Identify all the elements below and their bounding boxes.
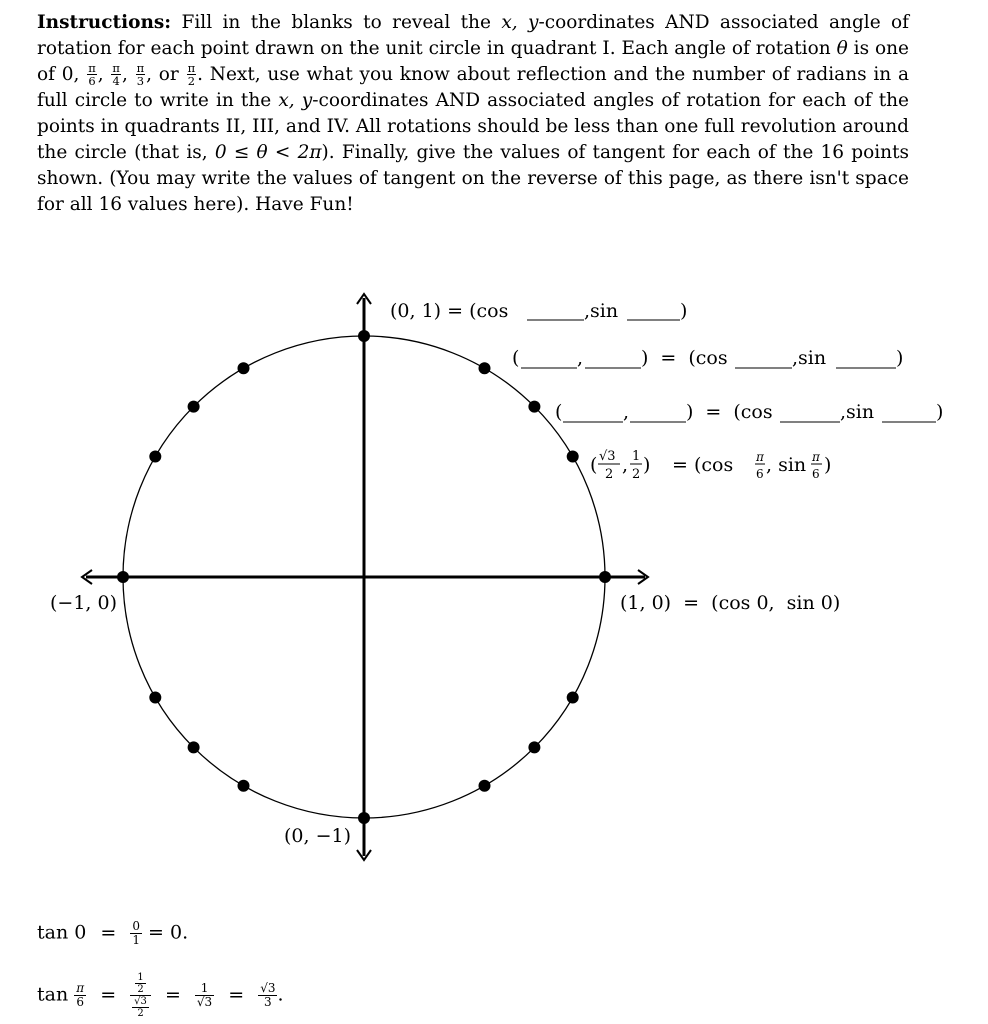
fraction-pi-2: $\frac{\pi}{2}$ bbox=[187, 61, 196, 89]
svg-text:1: 1 bbox=[632, 449, 641, 464]
fraction-pi-4: $\frac{\pi}{4}$ bbox=[112, 61, 120, 89]
fraction-pi-6: $\frac{\pi}{6}$ bbox=[88, 61, 96, 89]
unit-circle-point bbox=[479, 780, 491, 792]
unit-circle-point bbox=[567, 692, 579, 704]
svg-text:2: 2 bbox=[605, 467, 614, 482]
svg-text:, sin: , sin bbox=[766, 454, 807, 476]
fraction-0-1: $\frac{0}{1}$ bbox=[132, 919, 140, 948]
pi3-sin-label: ,sin bbox=[792, 347, 827, 369]
tan-pi6-line: tan $\frac{\pi}{6}$ = $\frac{\frac{1}{2}}{\frac{√3}{2}}$ = $\frac{1}{√3}$ = $\frac{√3}{3}$ . bbox=[37, 972, 284, 1019]
unit-circle-point bbox=[599, 571, 611, 583]
svg-text:6: 6 bbox=[812, 467, 820, 481]
unit-circle-point bbox=[188, 741, 200, 753]
svg-text:): ) bbox=[824, 454, 832, 476]
top-point-label: (0, 1) = (cos bbox=[390, 300, 509, 322]
pi3-rhs: ) = (cos bbox=[641, 347, 728, 369]
pi4-rhs: ) = (cos bbox=[686, 401, 773, 423]
pi4-close-paren: ) bbox=[936, 401, 944, 423]
unit-circle-point bbox=[479, 362, 491, 374]
pi3-close-paren: ) bbox=[896, 347, 904, 369]
complex-fraction: $\frac{\frac{1}{2}}{\frac{√3}{2}}$ bbox=[130, 972, 151, 1019]
xy-variable: x, y bbox=[501, 12, 539, 33]
svg-text:,: , bbox=[622, 454, 629, 476]
instructions-label: Instructions: bbox=[37, 12, 172, 33]
unit-circle-point bbox=[528, 401, 540, 413]
pi4-open-paren: ( bbox=[555, 401, 563, 423]
xy-variable-2: x, y bbox=[278, 90, 313, 111]
unit-circle-point bbox=[188, 401, 200, 413]
or-word: or bbox=[158, 64, 179, 85]
pi3-comma: , bbox=[577, 347, 584, 369]
rotation-range: 0 ≤ θ < 2π bbox=[214, 142, 322, 163]
svg-text:(: ( bbox=[590, 454, 598, 476]
tan-0-line: tan 0 = $\frac{0}{1}$ = 0. bbox=[37, 919, 189, 948]
svg-text:= (cos: = (cos bbox=[672, 454, 734, 476]
svg-text:√3: √3 bbox=[599, 449, 616, 464]
instructions-text-4: . Next, use what you know about reflection and the number of radians in a full circle to write in the bbox=[37, 64, 910, 111]
fraction-sqrt3-3: $\frac{√3}{3}$ bbox=[260, 980, 276, 1009]
instructions-text-6: ). Finally, give the values of tangent for each of the 16 points shown. (You may write the values of tangent on the reverse of this page, as there isn't space for all 16 values here). Have Fun! bbox=[37, 142, 909, 215]
instructions-paragraph: Instructions: Fill in the blanks to reveal the x, y-coordinates AND associated angle of rotation for each point drawn on the unit circle in quadrant I. Each angle of rotation θ is one of 0, $\frac{\pi}{6}$ , $\frac{\pi}{4}$ , $\frac{\pi}{3}$ , or $\frac{\pi}{2}$ . Next, use what you know about reflection and the number of radians in a full circle to write in the x, y-coordinates AND associated angles of rotation for each of the points in quadrants II, III, and IV. All rotations should be less than one full revolution around the circle (that is, 0 ≤ θ < 2π). Finally, give the values of tangent for each of the 16 points shown. (You may write the values of tangent on the reverse of this page, as there isn't space for all 16 values here). Have Fun! bbox=[37, 12, 910, 215]
svg-text:): ) bbox=[643, 454, 651, 476]
svg-text:π: π bbox=[756, 450, 764, 464]
svg-text:2: 2 bbox=[632, 467, 641, 482]
fraction-1-sqrt3: $\frac{1}{√3}$ bbox=[196, 980, 213, 1009]
svg-text:π: π bbox=[812, 450, 820, 464]
pi4-sin-label: ,sin bbox=[840, 401, 875, 423]
right-point-label: (1, 0) = (cos 0, sin 0) bbox=[620, 592, 841, 614]
instructions-text-3: is one of 0, bbox=[37, 38, 909, 85]
pi4-comma: , bbox=[623, 401, 630, 423]
unit-circle-point bbox=[238, 362, 250, 374]
instructions-text-2: -coordinates AND associated angle of rotation for each point drawn on the unit circle in quadrant I. Each angle of rotation bbox=[37, 12, 910, 59]
theta-symbol: θ bbox=[836, 38, 848, 59]
unit-circle-point bbox=[117, 571, 129, 583]
fraction-pi-3: $\frac{\pi}{3}$ bbox=[136, 61, 145, 89]
pi6-point-label bbox=[590, 449, 831, 482]
unit-circle-point bbox=[358, 812, 370, 824]
unit-circle-point bbox=[358, 330, 370, 342]
left-point-label: (−1, 0) bbox=[50, 592, 118, 614]
unit-circle-point bbox=[149, 692, 161, 704]
instructions-text-5: -coordinates AND associated angles of rotation for each of the points in quadrants II, III, and IV. All rotations should be less than one full revolution around the circle (that is, bbox=[37, 90, 909, 163]
fraction-pi-6: $\frac{\pi}{6}$ bbox=[76, 980, 85, 1009]
unit-circle-point bbox=[238, 780, 250, 792]
bottom-point-label: (0, −1) bbox=[284, 825, 352, 847]
svg-text:6: 6 bbox=[756, 467, 764, 481]
unit-circle-point bbox=[528, 741, 540, 753]
top-close-paren: ) bbox=[680, 300, 688, 322]
unit-circle-point bbox=[149, 451, 161, 463]
unit-circle-point bbox=[567, 451, 579, 463]
instructions-text-1: Fill in the blanks to reveal the bbox=[181, 12, 491, 33]
top-sin-label: ,sin bbox=[584, 300, 619, 322]
pi3-open-paren: ( bbox=[512, 347, 520, 369]
